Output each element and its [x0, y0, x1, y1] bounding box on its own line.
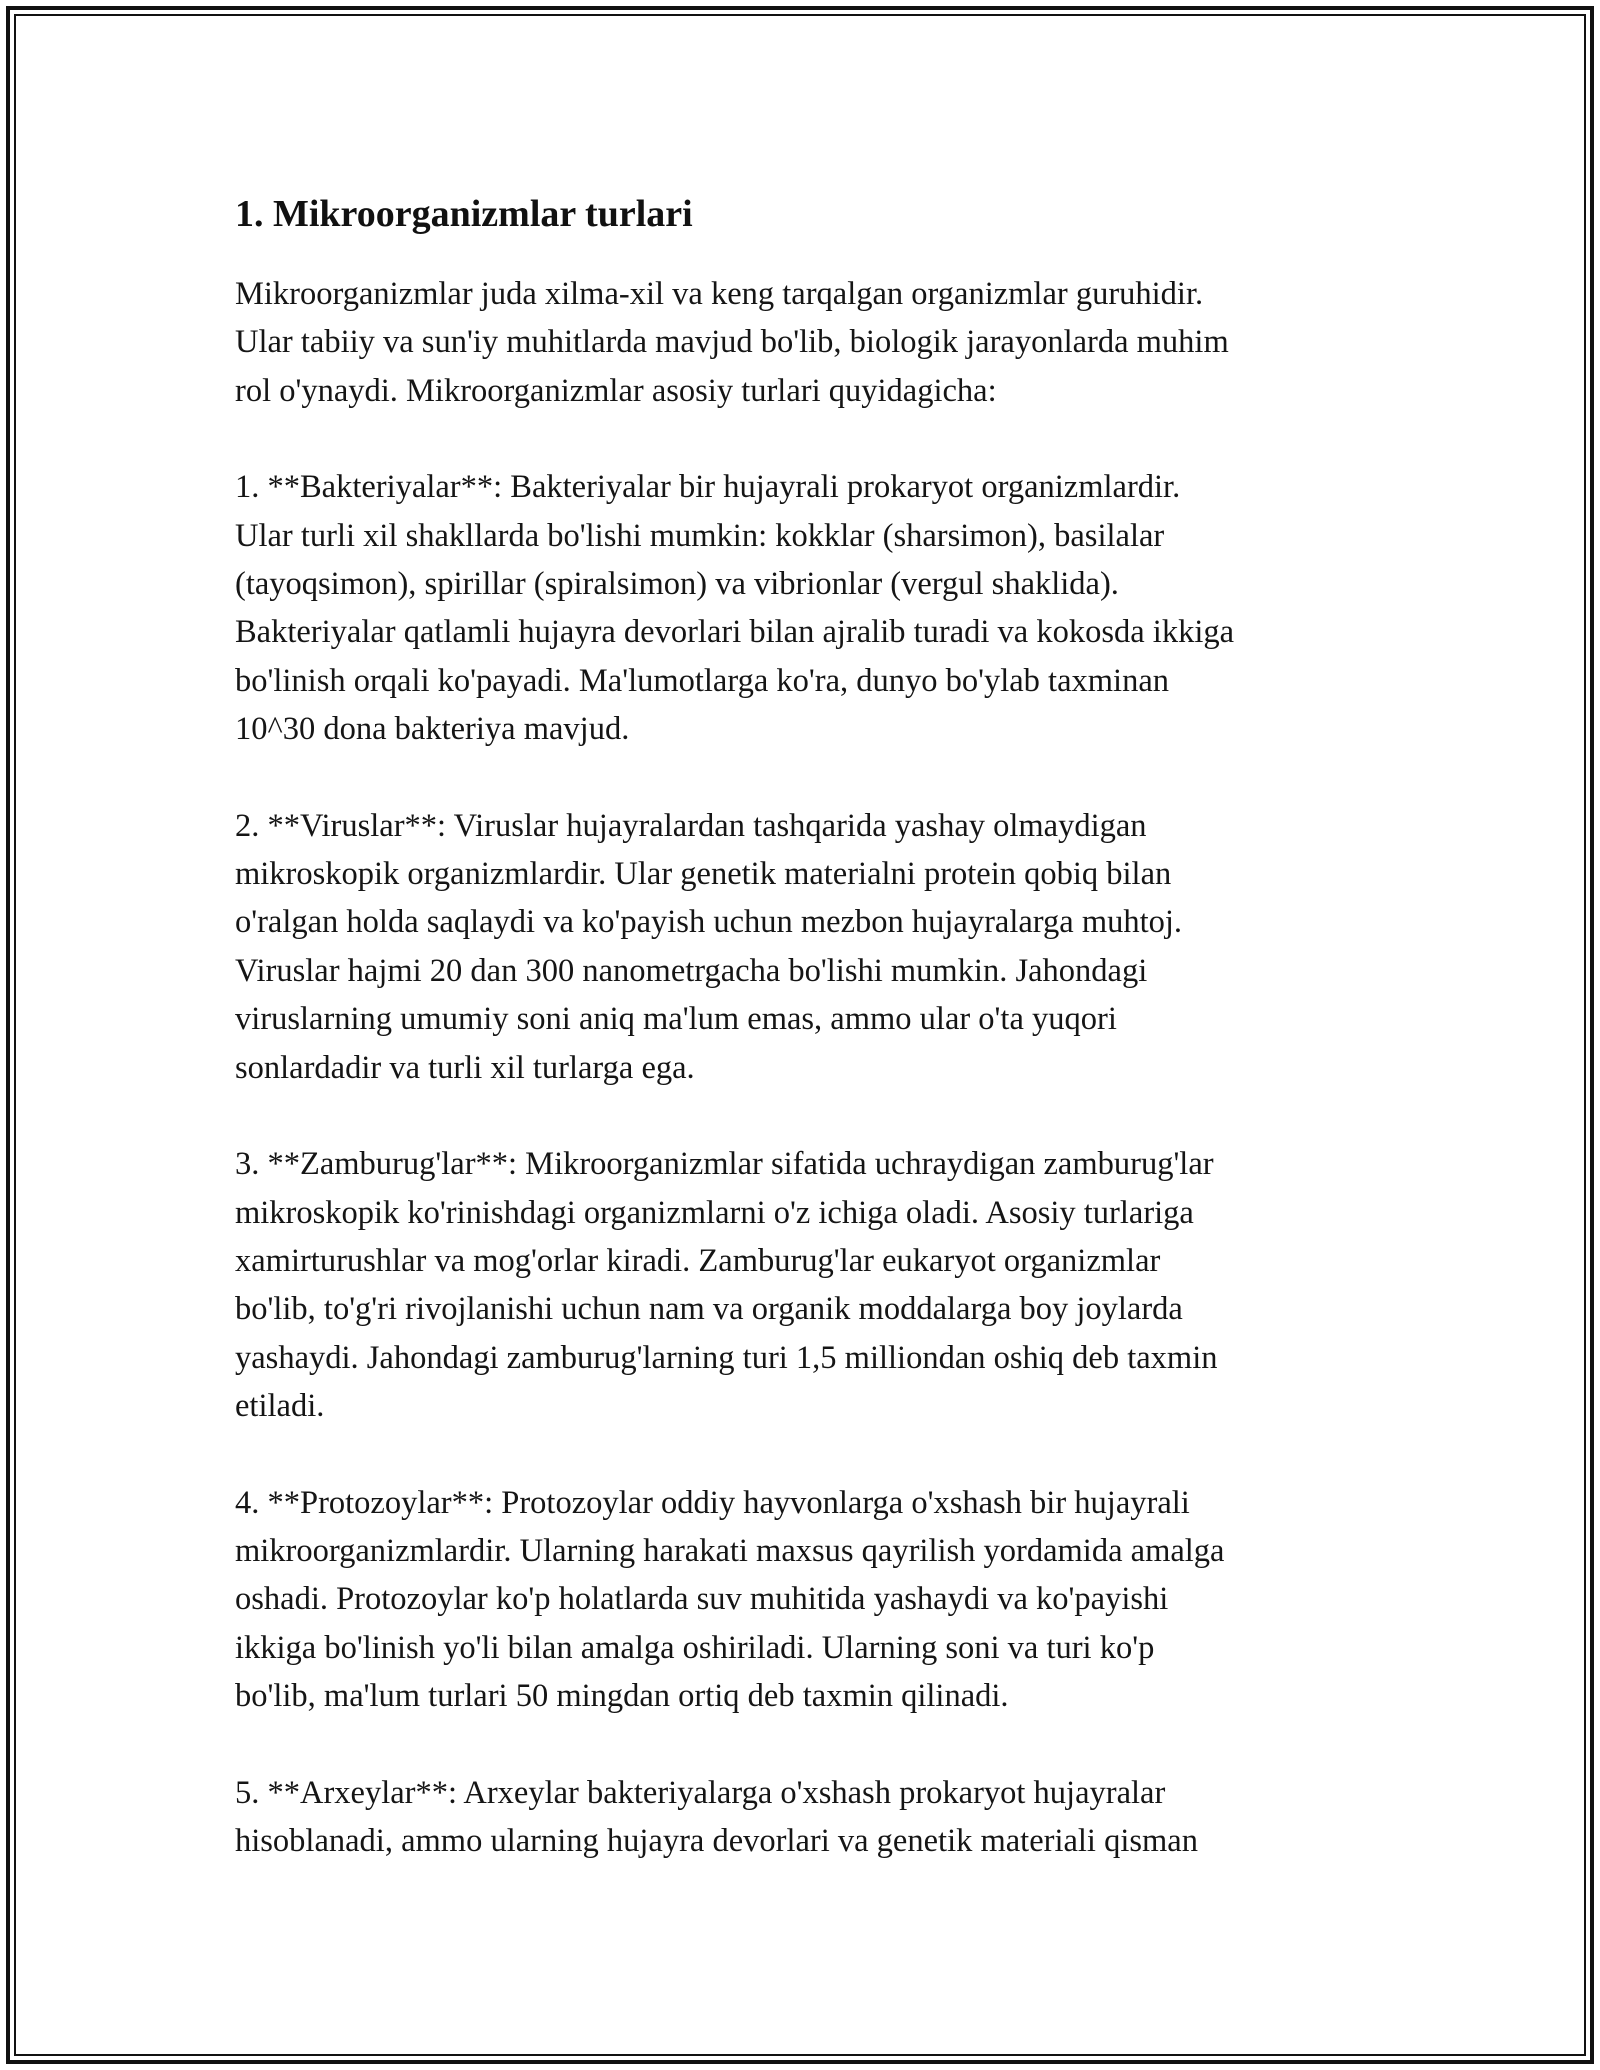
archaea-paragraph: 5. **Arxeylar**: Arxeylar bakteriyalarga o'xshash prokaryot hujayralar hisoblanadi, ammo ularning hujayra devorlari va genetik materiali qisman	[235, 1774, 1198, 1859]
section-heading: 1. Mikroorganizmlar turlari	[235, 193, 693, 235]
bacteria-paragraph: 1. **Bakteriyalar**: Bakteriyalar bir hujayrali prokaryot organizmlardir. Ular turli xil shakllarda bo'lishi mumkin: kokklar (sharsimon), basilalar (tayoqsimon), spirillar (spiralsimon) va vibrionlar (vergul shaklida). Bakteriyalar qatlamli hujayra devorlari bilan ajralib turadi va kokosda ikkiga bo'linish orqali ko'payadi. Ma'lumotlarga ko'ra, dunyo bo'ylab taxminan 10^30 dona bakteriya mavjud.	[235, 469, 1235, 748]
document-body	[235, 186, 1370, 1913]
protozoa-paragraph: 4. **Protozoylar**: Protozoylar oddiy hayvonlarga o'xshash bir hujayrali mikroorganizmlardir. Ularning harakati maxsus qayrilish yordamida amalga oshadi. Protozoylar ko'p holatlarda suv muhitida yashaydi va ko'payishi ikkiga bo'linish yo'li bilan amalga oshiriladi. Ularning soni va turi ko'p bo'lib, ma'lum turlari 50 mingdan ortiq deb taxmin qilinadi.	[235, 1484, 1225, 1715]
intro-paragraph: Mikroorganizmlar juda xilma-xil va keng tarqalgan organizmlar guruhidir. Ular tabiiy va sun'iy muhitlarda mavjud bo'lib, biologik jarayonlarda muhim rol o'ynaydi. Mikroorganizmlar asosiy turlari quyidagicha:	[235, 276, 1229, 409]
fungi-paragraph: 3. **Zamburug'lar**: Mikroorganizmlar sifatida uchraydigan zamburug'lar mikroskopik ko'rinishdagi organizmlarni o'z ichiga oladi. Asosiy turlariga xamirturushlar va mog'orlar kiradi. Zamburug'lar eukaryot organizmlar bo'lib, to'g'ri rivojlanishi uchun nam va organik moddalarga boy joylarda yashaydi. Jahondagi zamburug'larning turi 1,5 milliondan oshiq deb taxmin etiladi.	[235, 1146, 1218, 1425]
viruses-paragraph: 2. **Viruslar**: Viruslar hujayralardan tashqarida yashay olmaydigan mikroskopik organizmlardir. Ular genetik materialni protein qobiq bilan o'ralgan holda saqlaydi va ko'payish uchun mezbon hujayralarga muhtoj. Viruslar hajmi 20 dan 300 nanometrgacha bo'lishi mumkin. Jahondagi viruslarning umumiy soni aniq ma'lum emas, ammo ular o'ta yuqori sonlardadir va turli xil turlarga ega.	[235, 807, 1183, 1086]
